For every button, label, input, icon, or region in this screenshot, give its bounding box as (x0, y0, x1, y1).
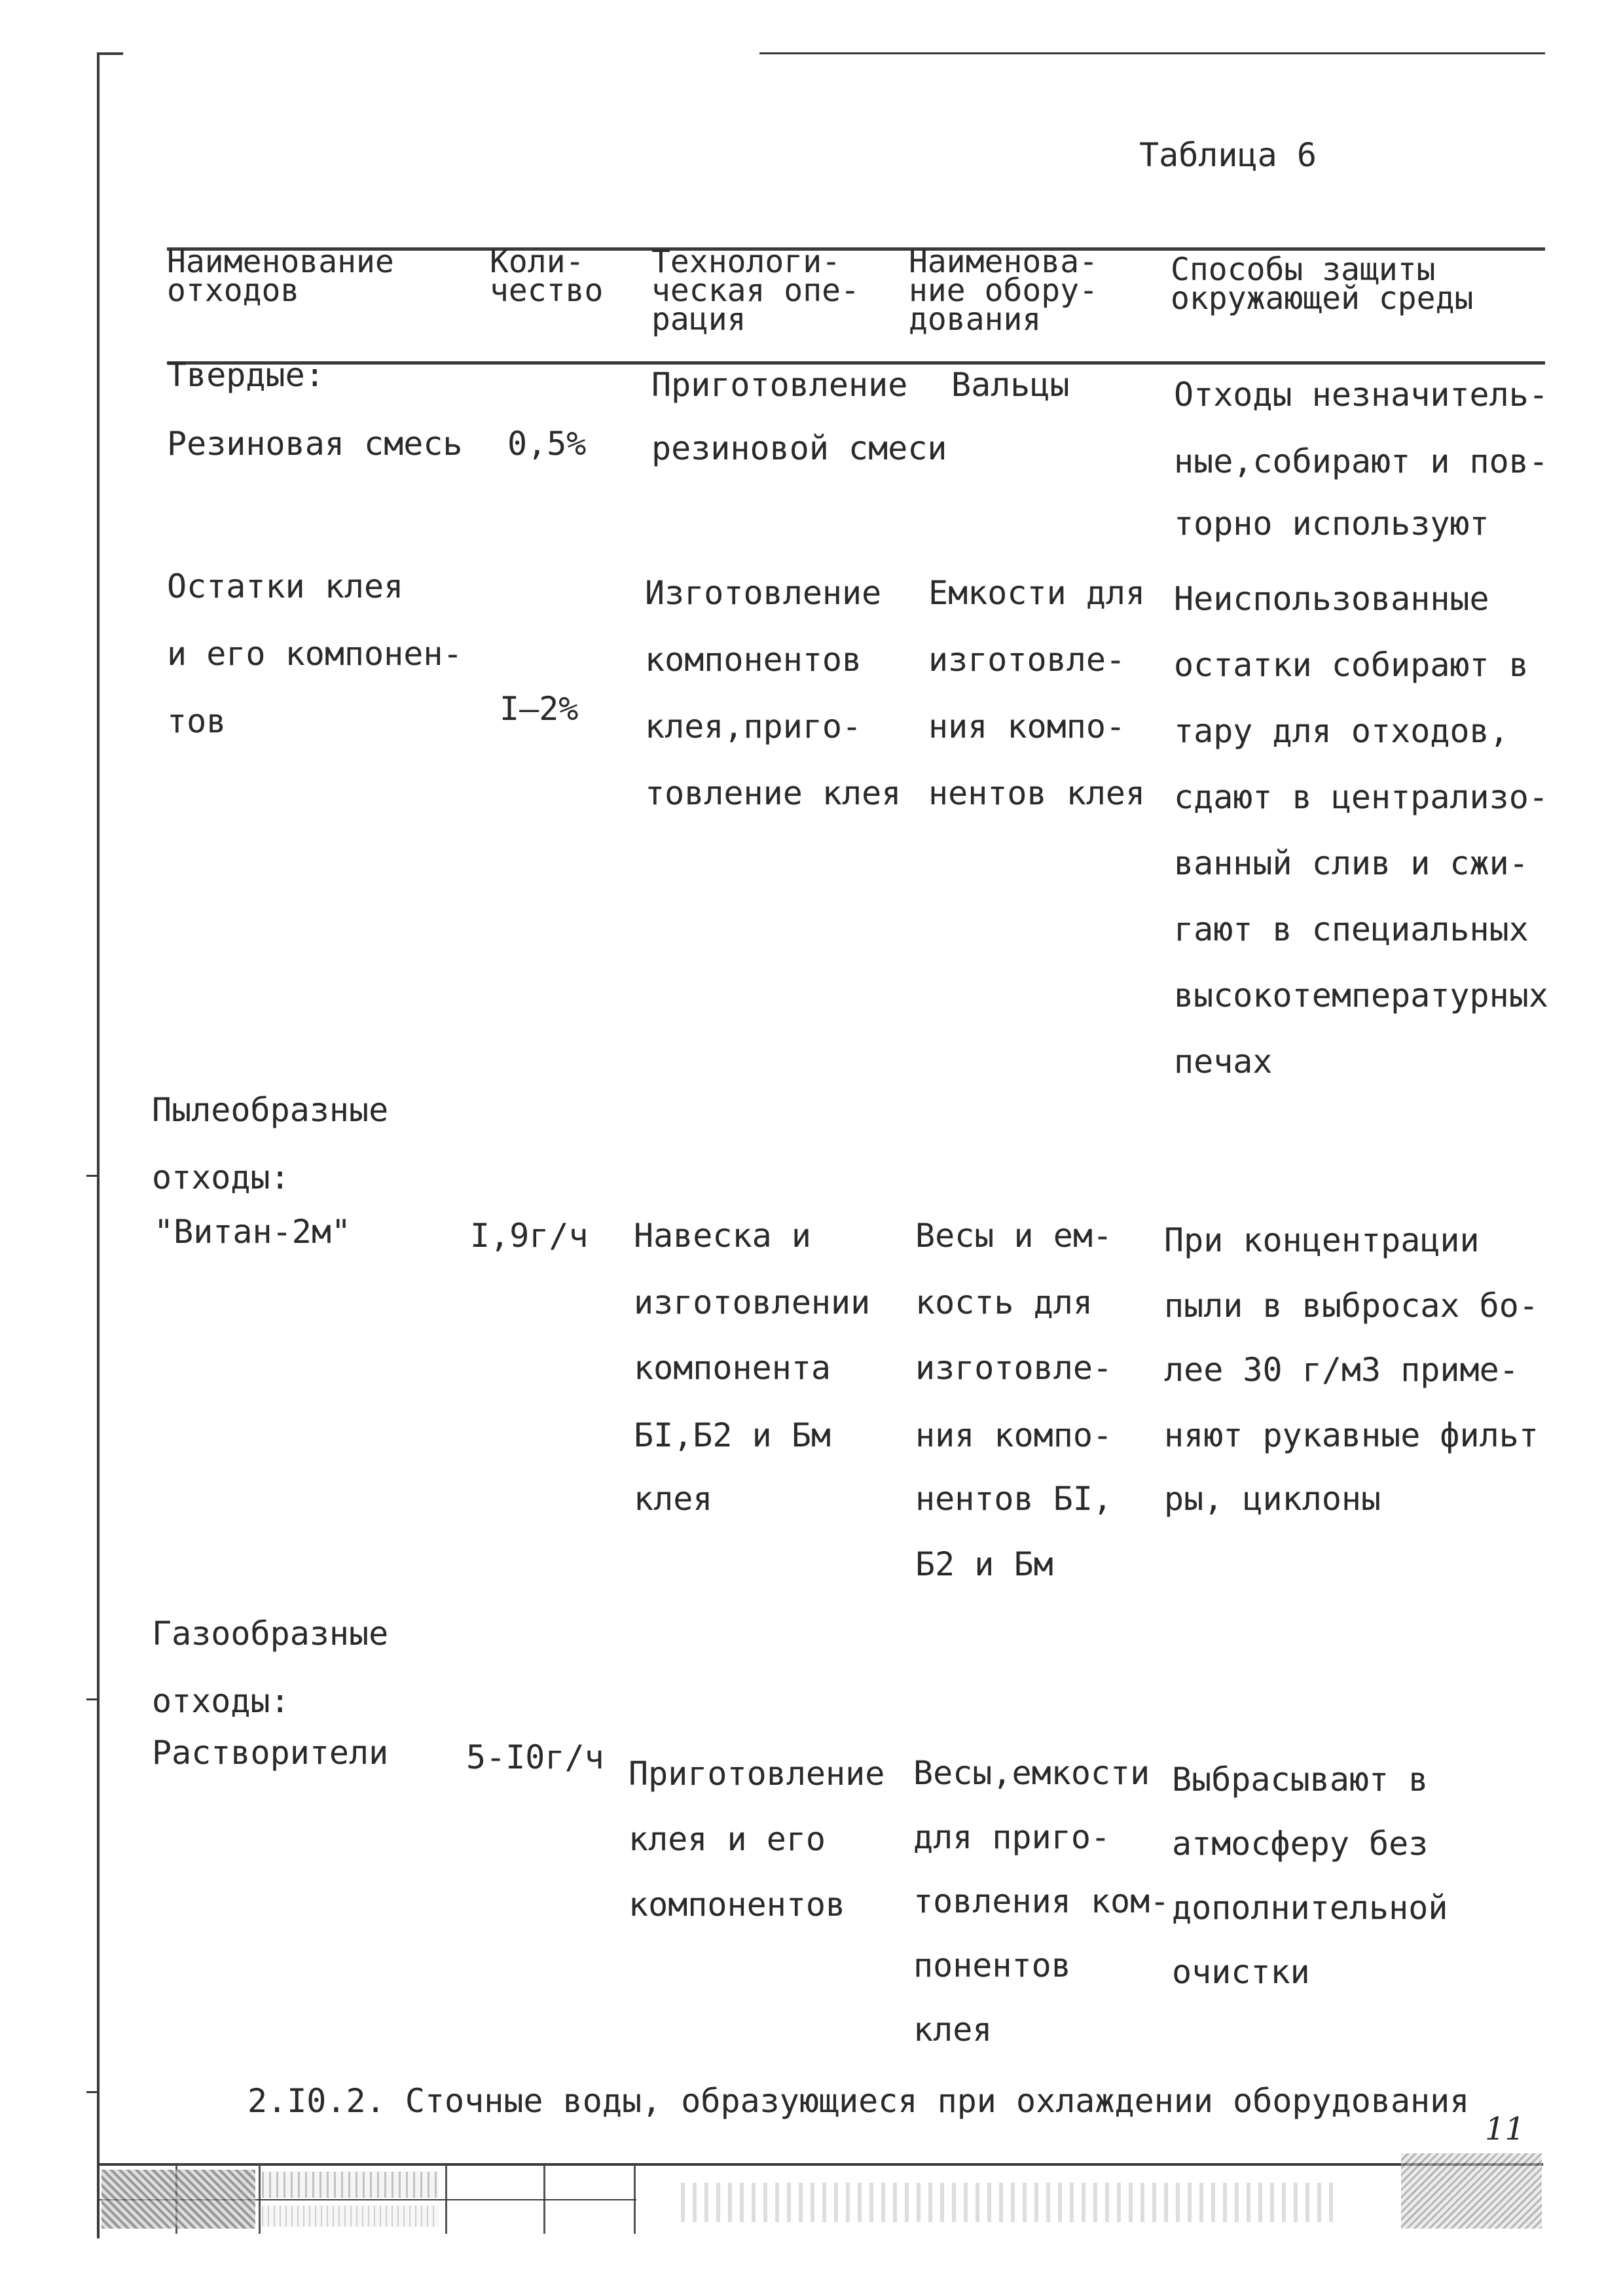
left-top-tick (97, 52, 123, 55)
rubber-qty: 0,5% (507, 425, 587, 463)
rubber-protect-2: ные,собирают и пов- (1174, 442, 1548, 480)
rubber-op-1: Приготовление (651, 366, 908, 404)
binding-tick (86, 2091, 98, 2093)
vitan-op-3: компонента (634, 1349, 831, 1387)
vitan-equip-2: кость для (915, 1283, 1093, 1321)
vitan-equip-5: нентов БI, (915, 1480, 1113, 1518)
top-right-line (759, 52, 1545, 54)
rubber-name: Резиновая смесь (167, 425, 463, 463)
header-operation: Технологи- ческая опе- рация (651, 243, 860, 338)
vitan-protect-3: лее 30 г/м3 приме- (1164, 1351, 1519, 1389)
binding-tick (86, 1698, 98, 1700)
binding-tick (86, 1175, 98, 1177)
vitan-protect-2: пыли в выбросах бо- (1164, 1287, 1539, 1325)
section-gas: Газообразные отходы: (152, 1615, 389, 1720)
page-number: 11 (1485, 2111, 1525, 2147)
header-quantity: Коли- чество (490, 243, 604, 309)
document-code-smudge (681, 2183, 1336, 2222)
vitan-op-2: изготовлении (634, 1283, 871, 1321)
rubber-protect-3: торно используют (1174, 505, 1489, 543)
title-block-noise (101, 2170, 255, 2229)
vitan-protect-1: При концентрации (1164, 1221, 1480, 1259)
vitan-op-1: Навеска и (634, 1217, 811, 1255)
solvents-qty: 5-I0г/ч (466, 1738, 604, 1776)
title-block-noise (262, 2172, 439, 2198)
corner-stamp-noise (1401, 2153, 1542, 2229)
vitan-protect-5: ры, циклоны (1164, 1480, 1381, 1518)
table-caption: Таблица 6 (1139, 136, 1317, 174)
section-solid: Твердые: (167, 356, 325, 394)
glue-equip: Емкости для изготовле- ния компо- нентов клея (928, 574, 1146, 812)
header-protection: Способы защиты окружающей среды (1171, 251, 1474, 317)
vitan-equip-3: изготовле- (915, 1349, 1113, 1387)
vitan-equip-6: Б2 и Бм (915, 1545, 1053, 1583)
title-block-noise (262, 2206, 439, 2227)
vitan-op-4: БI,Б2 и Бм (634, 1416, 831, 1454)
rubber-op-2: резиновой смеси (651, 429, 947, 467)
glue-op: Изготовление компонентов клея,приго- товление клея (645, 574, 902, 812)
table-header-rule (167, 361, 1545, 365)
title-block-rule (100, 2163, 1543, 2166)
header-name: Наименование отходов (167, 243, 394, 309)
vitan-equip-4: ния компо- (915, 1416, 1113, 1454)
glue-protect: Неиспользованные остатки собирают в тару для отходов, сдают в централизо- ванный слив и сжи- гают в специальных высокотемпературных печах (1174, 580, 1548, 1081)
vitan-qty: I,9г/ч (470, 1217, 589, 1255)
left-margin-line (97, 52, 100, 2238)
solvents-protect: Выбрасывают в атмосферу без дополнительной очистки (1172, 1761, 1448, 1991)
vitan-equip-1: Весы и ем- (915, 1217, 1113, 1255)
vitan-name: "Витан-2м" (154, 1213, 352, 1251)
rubber-equip: Вальцы (951, 366, 1070, 404)
glue-name: Остатки клея и его компонен- тов (167, 567, 463, 740)
vitan-op-5: клея (634, 1480, 713, 1518)
glue-qty: I–2% (500, 690, 579, 728)
footer-paragraph: 2.I0.2. Сточные воды, образующиеся при охлаждении оборудования (247, 2082, 1470, 2120)
solvents-op: Приготовление клея и его компонентов (629, 1755, 885, 1924)
solvents-name: Растворители (152, 1734, 389, 1772)
section-dust: Пылеобразные отходы: (152, 1091, 389, 1196)
rubber-protect-1: Отходы незначитель- (1174, 376, 1548, 414)
header-equipment: Наименова- ние обору- дования (909, 243, 1098, 338)
vitan-protect-4: няют рукавные фильт (1164, 1416, 1539, 1454)
solvents-equip: Весы,емкости для приго- товления ком- понентов клея (913, 1754, 1170, 2049)
